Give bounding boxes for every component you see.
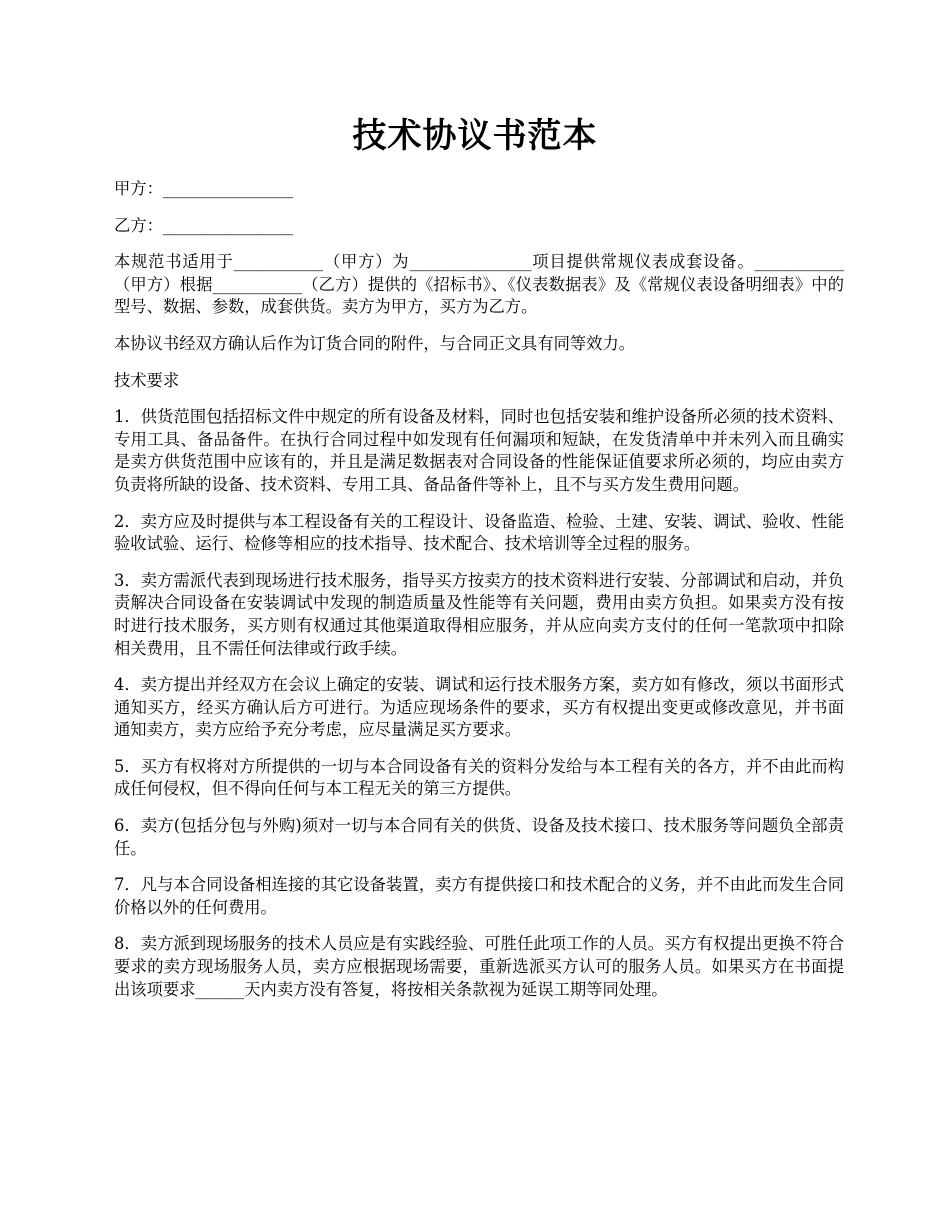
- clause-paragraph: 3．卖方需派代表到现场进行技术服务，指导买方按卖方的技术资料进行安装、分部调试和启动，并负责解决合同设备在安装调试中发现的制造质量及性能等有关问题，费用由卖方负担。如果卖方没有按时进行技术服务，买方则有权通过其他渠道取得相应服务，并从应向卖方支付的任何一笔款项中扣除相关费用，且不需任何法律或行政手续。: [114, 570, 844, 658]
- section-heading: 技术要求: [114, 370, 180, 390]
- party-b-line: 乙方：________________: [114, 215, 294, 235]
- party-a-line: 甲方：________________: [114, 179, 294, 198]
- clause-paragraph: 5．买方有权将对方所提供的一切与本合同设备有关的资料分发给与本工程有关的各方，并不由此而构成任何侵权，但不得向任何与本工程无关的第三方提供。: [114, 756, 844, 799]
- clause-paragraph: 8．卖方派到现场服务的技术人员应是有实践经验、可胜任此项工作的人员。买方有权提出更换不符合要求的卖方现场服务人员，卖方应根据现场需要，重新选派买方认可的服务人员。如果买方在书面提出该项要求______天内卖方没有答复，将按相关条款视为延误工期等同处理。: [114, 934, 844, 999]
- clause-paragraph: 2．卖方应及时提供与本工程设备有关的工程设计、设备监造、检验、土建、安装、调试、验收、性能验收试验、运行、检修等相应的技术指导、技术配合、技术培训等全过程的服务。: [114, 511, 844, 554]
- clause-paragraph: 4．卖方提出并经双方在会议上确定的安装、调试和运行技术服务方案，卖方如有修改，须以书面形式通知买方，经买方确认后方可进行。为适应现场条件的要求，买方有权提出变更或修改意见，并书面通知卖方，卖方应给予充分考虑，应尽量满足买方要求。: [114, 675, 844, 740]
- clause-paragraph: 7．凡与本合同设备相连接的其它设备装置，卖方有提供接口和技术配合的义务，并不由此而发生合同价格以外的任何费用。: [114, 875, 844, 917]
- document-body: [114, 178, 844, 1015]
- document-title: 技术协议书范本: [352, 116, 598, 156]
- validity-paragraph: 本协议书经双方确认后作为订货合同的附件，与合同正文具有同等效力。: [114, 333, 636, 353]
- clause-paragraph: 6．卖方(包括分包与外购)须对一切与本合同有关的供货、设备及技术接口、技术服务等问题负全部责任。: [114, 816, 844, 858]
- clause-paragraph: 1．供货范围包括招标文件中规定的所有设备及材料，同时也包括安装和维护设备所必须的技术资料、专用工具、备品备件。在执行合同过程中如发现有任何漏项和短缺，在发货清单中并未列入而且确实是卖方供货范围中应该有的，并且是满足数据表对合同设备的性能保证值要求所必须的，均应由卖方负责将所缺的设备、技术资料、专用工具、备品备件等补上，且不与买方发生费用问题。: [114, 407, 844, 494]
- intro-paragraph: 本规范书适用于___________（甲方）为_______________项目提供常规仪表成套设备。___________（甲方）根据___________（乙方）提供的《招标书》、《仪表数据表》及《常规仪表设备明细表》中的型号、数据、参数，成套供货。卖方为甲方，买方为乙方。: [114, 252, 844, 317]
